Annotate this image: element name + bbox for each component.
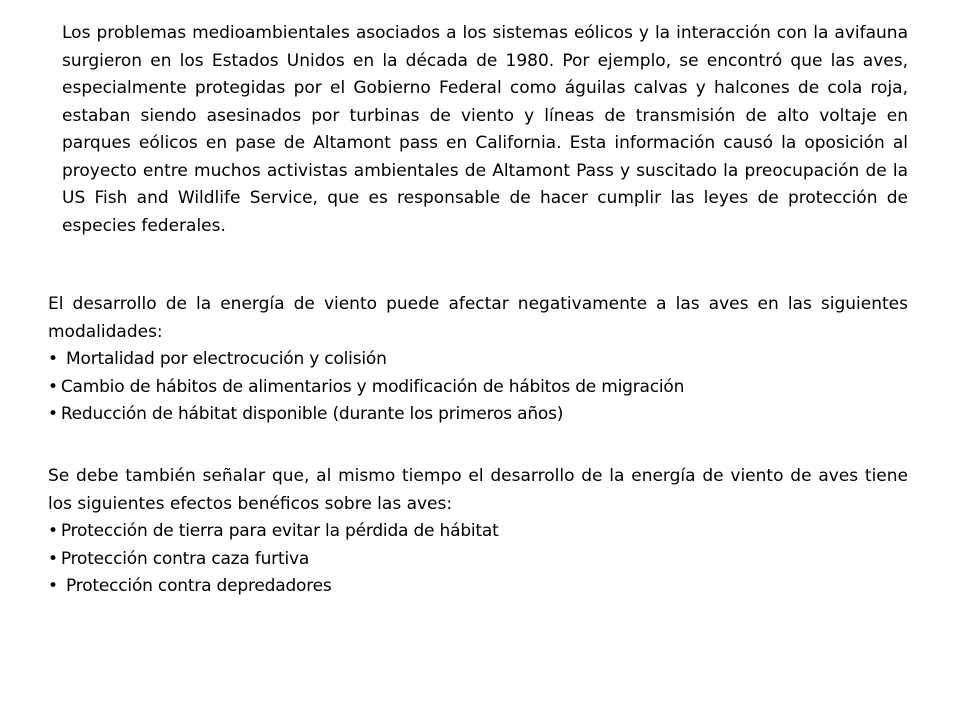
bullet-icon: • bbox=[48, 521, 58, 541]
list-item-text: Cambio de hábitos de alimentarios y modificación de hábitos de migración bbox=[60, 376, 685, 397]
list-item-text: Protección de tierra para evitar la pérdida de hábitat bbox=[60, 521, 499, 541]
negative-effects-intro: El desarrollo de la energía de viento puede afectar negativamente a las aves en las siguientes modalidades: bbox=[48, 294, 908, 342]
list-item-text: Reducción de hábitat disponible (durante los primeros años) bbox=[60, 404, 564, 424]
bullet-icon: • bbox=[48, 376, 58, 397]
positive-effects-section bbox=[48, 463, 908, 601]
list-item-text: Protección contra depredadores bbox=[60, 576, 332, 596]
list-item bbox=[48, 546, 908, 574]
negative-effects-list bbox=[48, 346, 908, 429]
list-item bbox=[48, 518, 908, 546]
list-item bbox=[48, 401, 908, 429]
intro-paragraph: Los problemas medioambientales asociados a los sistemas eólicos y la interacción con la avifauna surgieron en los Estados Unidos en la década de 1980. Por ejemplo, se encontró que las aves, especialmente protegidas por el Gobierno Federal como águilas calvas y halcones de cola roja, estaban siendo asesinados por turbinas de viento y líneas de transmisión de alto voltaje en parques eólicos en pase de Altamont pass en California. Esta información causó la oposición al proyecto entre muchos activistas ambientales de Altamont Pass y suscitado la preocupación de la US Fish and Wildlife Service, que es responsable de hacer cumplir las leyes de protección de especies federales. bbox=[62, 23, 908, 236]
bullet-icon: • bbox=[48, 349, 58, 369]
negative-effects-section bbox=[48, 291, 908, 429]
list-item-text: Protección contra caza furtiva bbox=[60, 548, 310, 569]
bullet-icon: • bbox=[48, 404, 58, 424]
list-item-text: Mortalidad por electrocución y colisión bbox=[60, 349, 387, 369]
positive-effects-list bbox=[48, 518, 908, 601]
bullet-icon: • bbox=[48, 576, 58, 596]
list-item bbox=[48, 573, 908, 601]
list-item bbox=[48, 374, 908, 402]
bullet-icon: • bbox=[48, 548, 58, 569]
list-item bbox=[48, 346, 908, 374]
positive-effects-intro: Se debe también señalar que, al mismo tiempo el desarrollo de la energía de viento de aves tiene los siguientes efectos benéficos sobre las aves: bbox=[48, 466, 908, 514]
